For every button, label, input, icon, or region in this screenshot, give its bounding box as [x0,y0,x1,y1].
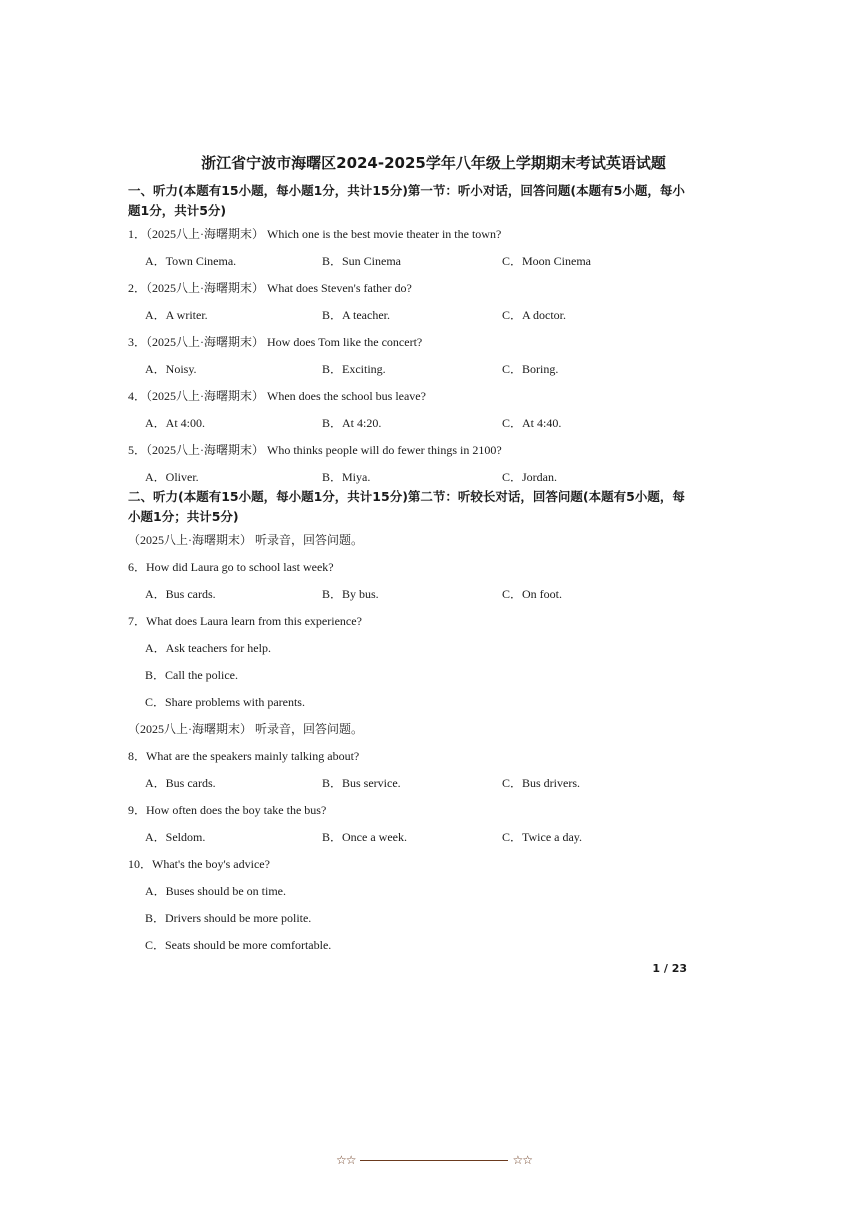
option-7b: B．Call the police. [145,668,238,682]
listening-note-1: （2025八上·海曙期末） 听录音，回答问题。 [128,533,363,547]
question-6: 6．How did Laura go to school last week? [128,560,334,574]
option-1b: B．Sun Cinema [322,254,402,268]
option-10b: B．Drivers should be more polite. [145,911,312,925]
option-4a: A．At 4:00. [145,416,206,430]
listening-note-2: （2025八上·海曙期末） 听录音，回答问题。 [128,722,363,736]
option-8a: A．Bus cards. [145,776,216,790]
option-6b: B．By bus. [322,587,379,601]
option-3c: C．Boring. [502,362,559,376]
option-1c: C．Moon Cinema [502,254,591,268]
option-7c: C．Share problems with parents. [145,695,305,709]
option-4b: B．At 4:20. [322,416,382,430]
question-5: 5．（2025八上·海曙期末） Who thinks people will do fewer things in 2100? [128,443,502,457]
footer-ornament [336,1150,532,1170]
question-2: 2．（2025八上·海曙期末） What does Steven's father do? [128,281,412,295]
option-3a: A．Noisy. [145,362,197,376]
option-9c: C．Twice a day. [502,830,583,844]
page-number: 1 / 23 [652,962,687,975]
option-10a: A．Buses should be on time. [145,884,286,898]
option-6c: C．On foot. [502,587,563,601]
question-4: 4．（2025八上·海曙期末） When does the school bus leave? [128,389,426,403]
section-2-heading: 二、听力(本题有15小题，每小题1分，共计15分)第二节：听较长对话，回答问题(本题有5小题，每小题1分；共计5分) [128,489,685,524]
option-8c: C．Bus drivers. [502,776,581,790]
option-7a: A．Ask teachers for help. [145,641,271,655]
option-9a: A．Seldom. [145,830,206,844]
question-10: 10．What's the boy's advice? [128,857,270,871]
option-2c: C．A doctor. [502,308,567,322]
option-8b: B．Bus service. [322,776,401,790]
question-7: 7．What does Laura learn from this experience? [128,614,362,628]
option-1a: A．Town Cinema. [145,254,237,268]
option-9b: B．Once a week. [322,830,407,844]
option-4c: C．At 4:40. [502,416,562,430]
star-icon: ☆☆ [336,1153,356,1167]
option-5a: A．Oliver. [145,470,199,484]
option-3b: B．Exciting. [322,362,386,376]
section-1-heading: 一、听力(本题有15小题，每小题1分，共计15分)第一节：听小对话，回答问题(本题有5小题，每小题1分，共计5分) [128,183,685,218]
question-8: 8．What are the speakers mainly talking about? [128,749,360,763]
option-5b: B．Miya. [322,470,371,484]
question-9: 9．How often does the boy take the bus? [128,803,327,817]
option-6a: A．Bus cards. [145,587,216,601]
star-icon: ☆☆ [512,1153,532,1167]
option-5c: C．Jordan. [502,470,557,484]
question-1: 1．（2025八上·海曙期末） Which one is the best movie theater in the town? [128,227,502,241]
footer-divider [360,1160,509,1161]
document-title: 浙江省宁波市海曙区2024-2025学年八年级上学期期末考试英语试题 [201,154,666,172]
option-2a: A．A writer. [145,308,208,322]
option-10c: C．Seats should be more comfortable. [145,938,332,952]
question-3: 3．（2025八上·海曙期末） How does Tom like the concert? [128,335,423,349]
option-2b: B．A teacher. [322,308,390,322]
